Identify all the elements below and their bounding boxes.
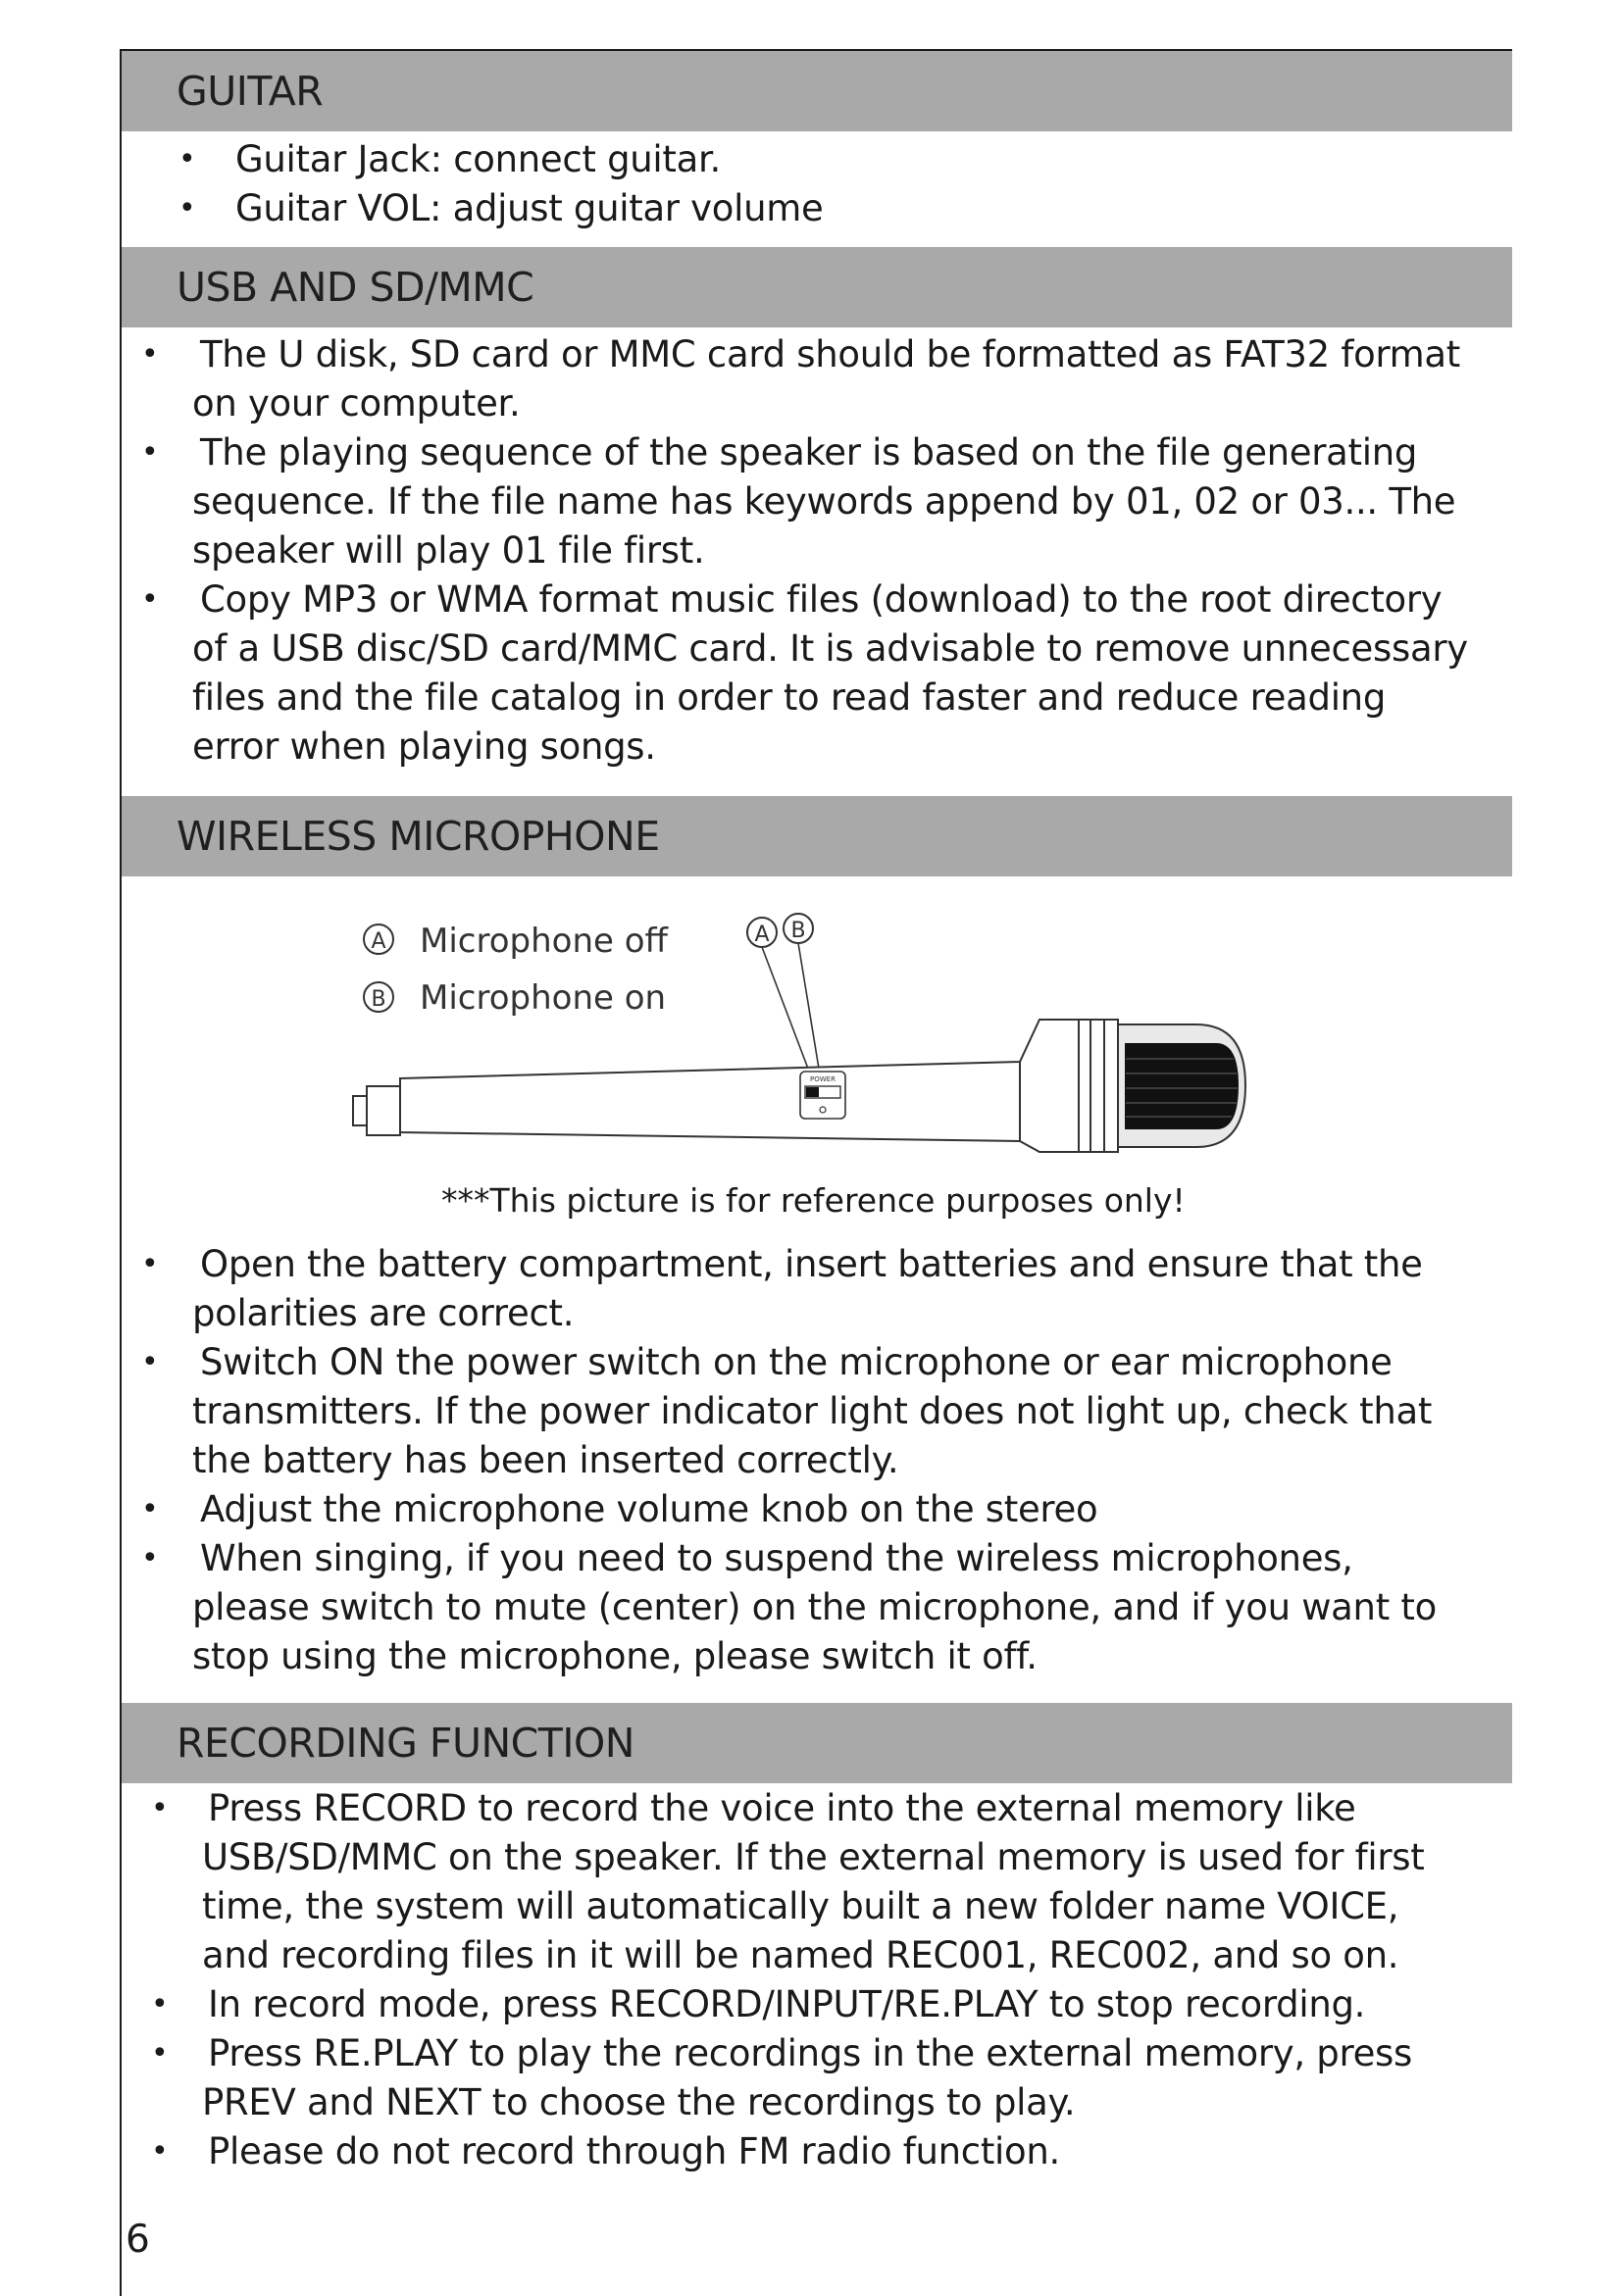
legend-a-text: Microphone off — [420, 922, 668, 961]
section-header-usb: USB AND SD/MMC — [122, 247, 1512, 327]
bullet-icon: • — [141, 1247, 159, 1281]
list-item: • The U disk, SD card or MMC card should be formatted as FAT32 format on your computer. — [192, 330, 1477, 428]
microphone-icon — [353, 1020, 1245, 1152]
bullet-icon: • — [141, 337, 159, 372]
microphone-diagram — [333, 897, 1314, 1162]
power-switch — [800, 1072, 845, 1119]
bullet-icon: • — [151, 1987, 169, 2021]
figure-caption: ***This picture is for reference purposes only! — [441, 1181, 1186, 1220]
list-item: • Copy MP3 or WMA format music files (download) to the root directory of a USB disc/SD card/MMC card. It is advisable to remove unnecessary files and the file catalog in order to read faster and reduce reading error when playing songs. — [192, 575, 1477, 772]
list-item: • Press RECORD to record the voice into the external memory like USB/SD/MMC on the speaker. If the external memory is used for first time, the system will automatically built a new folder name VOICE, and recording files in it will be named REC001, REC002, and so on. — [202, 1784, 1477, 1980]
list-item: • Press RE.PLAY to play the recordings in the external memory, press PREV and NEXT to choose the recordings to play. — [202, 2029, 1477, 2127]
bullet-icon: • — [141, 1492, 159, 1526]
bullet-icon: • — [151, 1791, 169, 1825]
bullet-icon: • — [141, 1541, 159, 1575]
list-item: • Guitar VOL: adjust guitar volume — [235, 184, 1461, 233]
page-number: 6 — [126, 2218, 150, 2262]
guitar-list — [178, 135, 1461, 233]
list-item: • Adjust the microphone volume knob on the stereo — [192, 1485, 1477, 1534]
power-label: POWER — [810, 1075, 836, 1083]
list-item: • Guitar Jack: connect guitar. — [235, 135, 1461, 184]
left-border-line — [120, 49, 122, 2296]
usb-list — [141, 330, 1477, 772]
bullet-icon: • — [141, 1345, 159, 1379]
list-item: • When singing, if you need to suspend the wireless microphones, please switch to mute (center) on the microphone, and if you want to stop using the microphone, please switch it off. — [192, 1534, 1477, 1681]
recording-list — [151, 1784, 1477, 2176]
legend-b-letter: B — [371, 987, 386, 1012]
callout-b-letter: B — [790, 919, 806, 943]
bullet-icon: • — [141, 435, 159, 470]
legend-b-text: Microphone on — [420, 978, 667, 1018]
callout-a-letter: A — [754, 923, 770, 947]
bullet-icon: • — [151, 2036, 169, 2071]
list-item: • The playing sequence of the speaker is based on the file generating sequence. If the file name has keywords append by 01, 02 or 03... The speaker will play 01 file first. — [192, 428, 1477, 575]
wireless-list — [141, 1240, 1477, 1681]
bullet-icon: • — [151, 2134, 169, 2169]
bullet-icon: • — [178, 142, 196, 176]
section-header-recording: RECORDING FUNCTION — [122, 1703, 1512, 1783]
bullet-icon: • — [178, 191, 196, 225]
section-header-wireless: WIRELESS MICROPHONE — [122, 796, 1512, 876]
bullet-icon: • — [141, 582, 159, 617]
section-header-guitar: GUITAR — [122, 51, 1512, 131]
list-item: • Switch ON the power switch on the microphone or ear microphone transmitters. If the power indicator light does not light up, check that the battery has been inserted correctly. — [192, 1338, 1477, 1485]
list-item: • Please do not record through FM radio function. — [202, 2127, 1477, 2176]
list-item: • In record mode, press RECORD/INPUT/RE.PLAY to stop recording. — [202, 1980, 1477, 2029]
legend-a-letter: A — [371, 929, 386, 954]
list-item: • Open the battery compartment, insert batteries and ensure that the polarities are correct. — [192, 1240, 1477, 1338]
